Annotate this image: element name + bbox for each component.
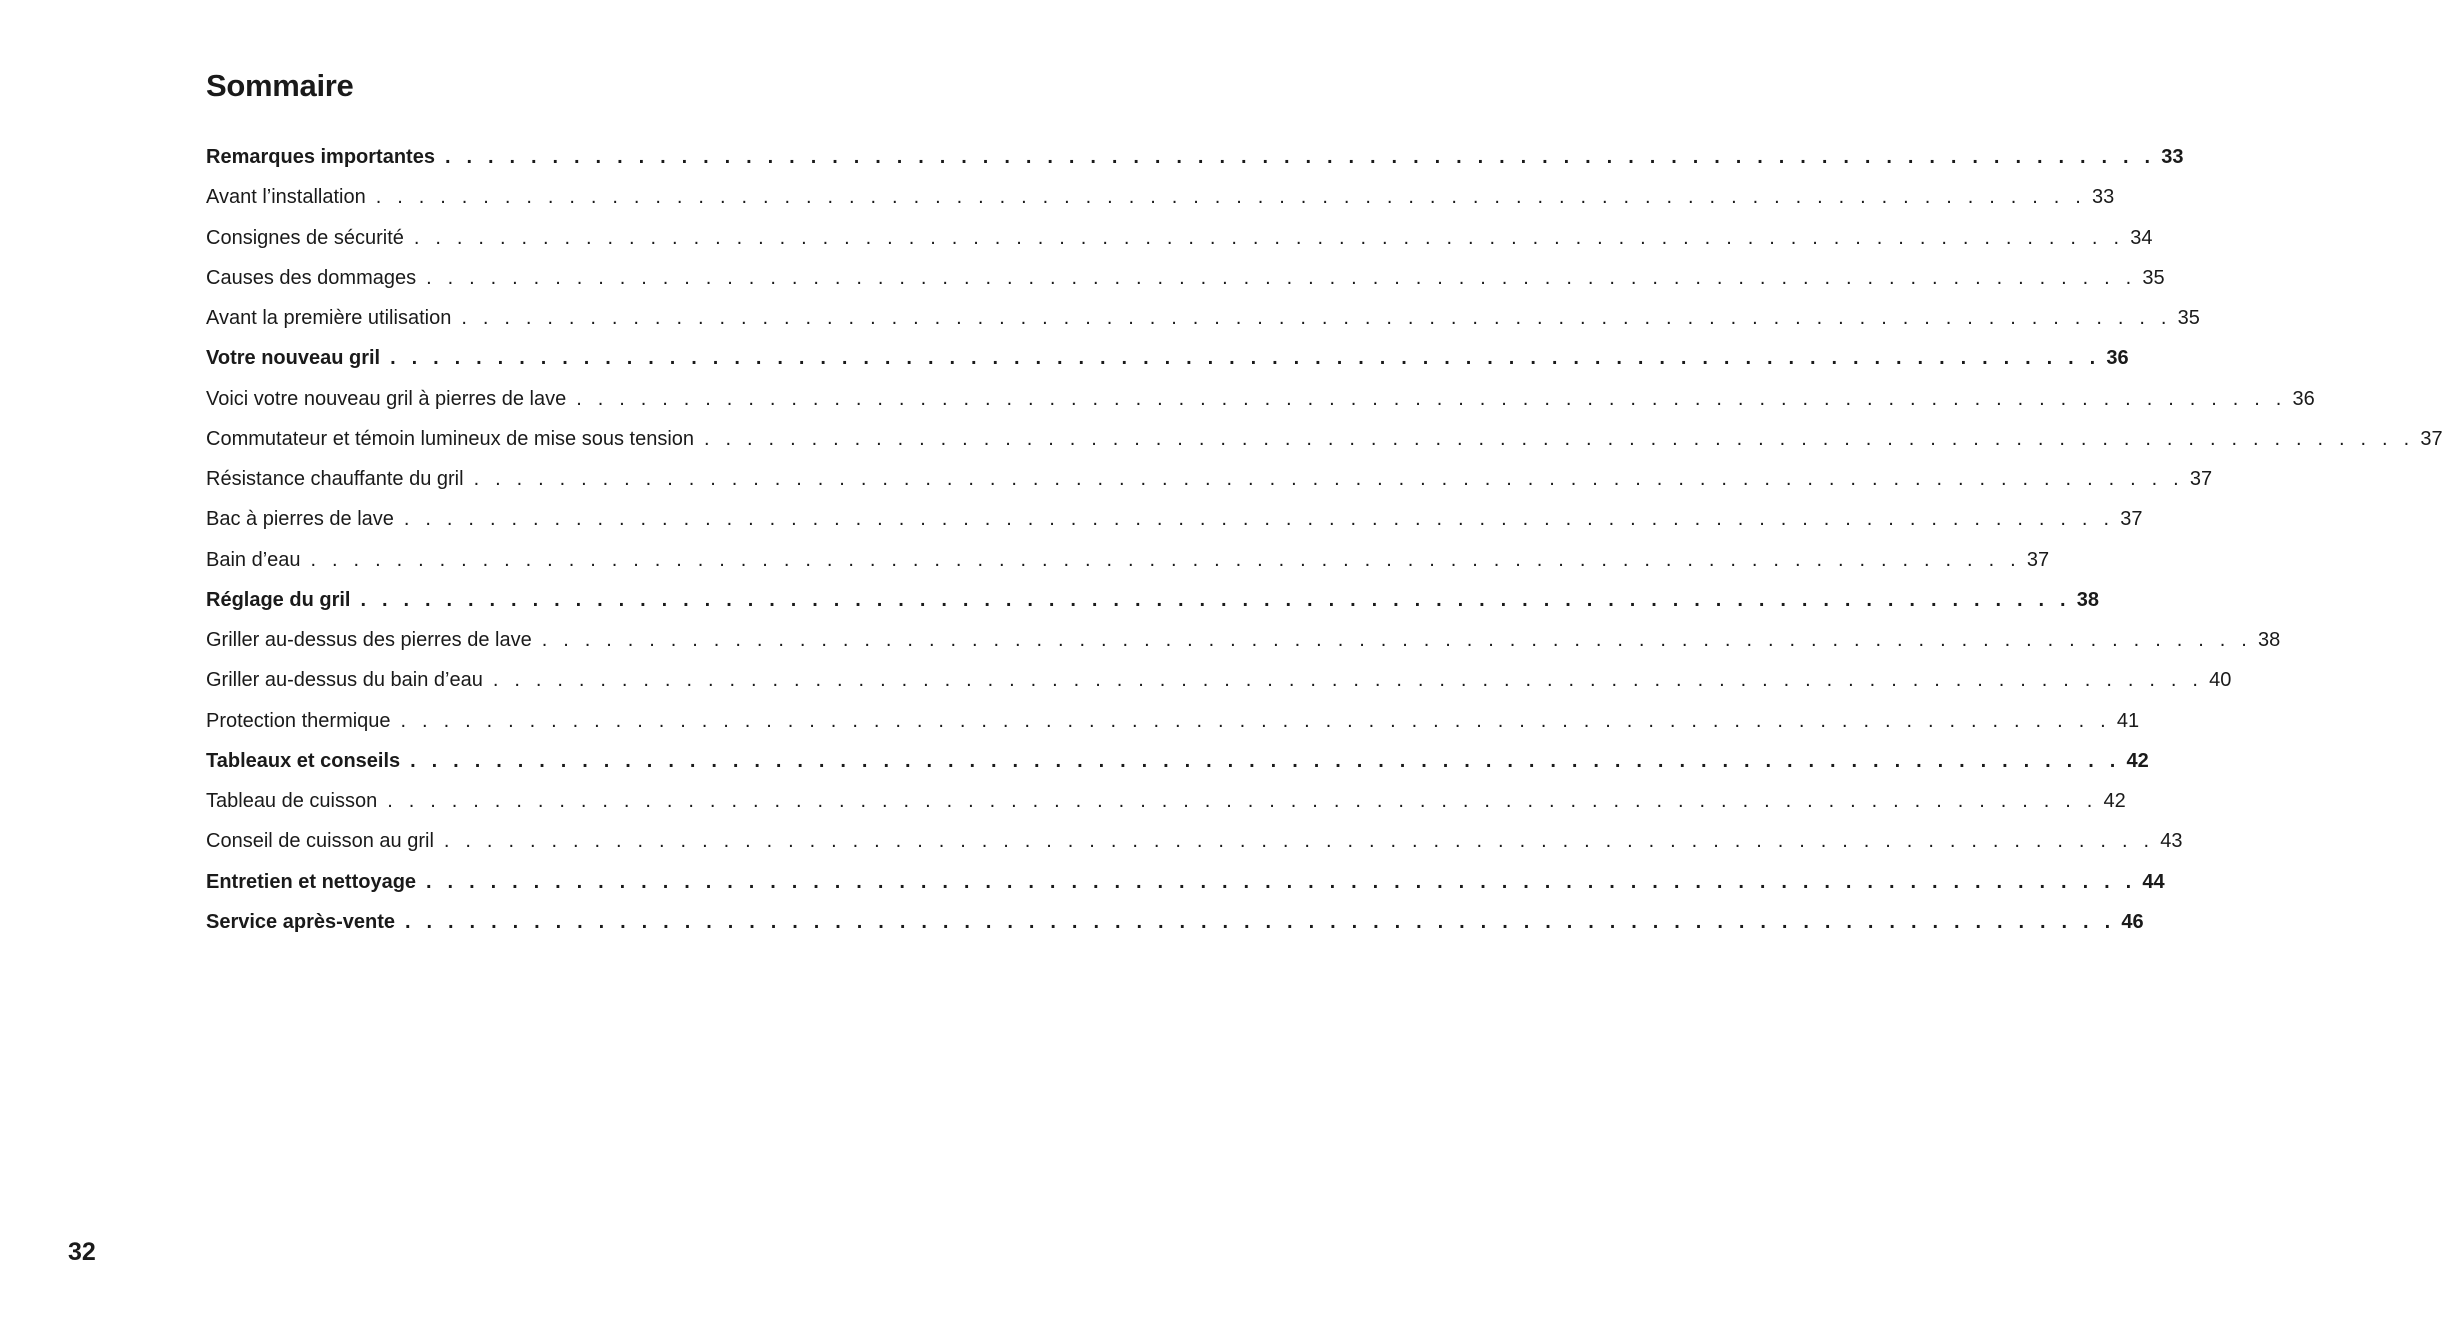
toc-entry-label: Service après-vente xyxy=(206,910,396,933)
toc-leader-dots: . . . . . . . . . . . . . . . . . . . . . . . . . . . . . . . . . . . . . . . . . . . . . . . . . . . . . . . . . . . . . . . . . . . . . . . . . . . . . . . . xyxy=(413,226,2125,249)
toc-entry-label: Bac à pierres de lave xyxy=(206,508,394,531)
toc-entry-page: 37 xyxy=(2420,427,2443,450)
toc-entry-label: Réglage du gril xyxy=(206,588,351,611)
toc-entry-page: 33 xyxy=(2161,146,2184,168)
toc-leader-dots: . . . . . . . . . . . . . . . . . . . . . . . . . . . . . . . . . . . . . . . . . . . . . . . . . . . . . . . . . . . . . . . . . . . . . . . . . . . . . . . . xyxy=(360,588,2071,611)
toc-entry[interactable] xyxy=(206,540,2050,580)
toc-leader-dots: . . . . . . . . . . . . . . . . . . . . . . . . . . . . . . . . . . . . . . . . . . . . . . . . . . . . . . . . . . . . . . . . . . . . . . . . . . . . . . . . xyxy=(704,427,2415,450)
toc-leader-dots: . . . . . . . . . . . . . . . . . . . . . . . . . . . . . . . . . . . . . . . . . . . . . . . . . . . . . . . . . . . . . . . . . . . . . . . . . . . . . . . . xyxy=(375,186,2087,209)
toc-entry-label: Griller au-dessus du bain d’eau xyxy=(206,669,483,692)
toc-entry-label: Votre nouveau gril xyxy=(206,347,381,370)
toc-leader-dots: . . . . . . . . . . . . . . . . . . . . . . . . . . . . . . . . . . . . . . . . . . . . . . . . . . . . . . . . . . . . . . . . . . . . . . . . . . . . . . . . xyxy=(492,669,2204,692)
toc-leader-dots: . . . . . . . . . . . . . . . . . . . . . . . . . . . . . . . . . . . . . . . . . . . . . . . . . . . . . . . . . . . . . . . . . . . . . . . . . . . . . . . . xyxy=(443,830,2155,853)
toc-entry-label: Protection thermique xyxy=(206,709,391,732)
toc-entry-page: 35 xyxy=(2177,307,2200,329)
toc-entry-label: Bain d’eau xyxy=(206,548,301,571)
toc-entry-page: 36 xyxy=(2106,347,2129,370)
toc-entry[interactable] xyxy=(206,620,2281,660)
toc-entry[interactable] xyxy=(206,459,2213,499)
toc-leader-dots: . . . . . . . . . . . . . . . . . . . . . . . . . . . . . . . . . . . . . . . . . . . . . . . . . . . . . . . . . . . . . . . . . . . . . . . . . . . . . . . . xyxy=(410,749,2121,772)
toc-entry-label: Griller au-dessus des pierres de lave xyxy=(206,629,532,651)
toc-entry[interactable] xyxy=(206,821,2183,861)
toc-entry-page: 37 xyxy=(2189,468,2213,490)
toc-entry-label: Avant l’installation xyxy=(206,186,366,209)
toc-entry-page: 42 xyxy=(2103,790,2126,812)
toc-leader-dots: . . . . . . . . . . . . . . . . . . . . . . . . . . . . . . . . . . . . . . . . . . . . . . . . . . . . . . . . . . . . . . . . . . . . . . . . . . . . . . . . xyxy=(403,508,2115,531)
toc-entry-page: 38 xyxy=(2258,629,2281,651)
page-number: 32 xyxy=(68,1238,96,1266)
toc-entry[interactable] xyxy=(206,741,2149,781)
toc-entry[interactable] xyxy=(206,379,2315,419)
toc-entry-label: Avant la première utilisation xyxy=(206,307,452,329)
toc-entry[interactable] xyxy=(206,258,2165,298)
toc-leader-dots: . . . . . . . . . . . . . . . . . . . . . . . . . . . . . . . . . . . . . . . . . . . . . . . . . . . . . . . . . . . . . . . . . . . . . . . . . . . . . . . . xyxy=(541,629,2253,651)
toc-entry[interactable] xyxy=(206,218,2153,258)
toc-entry-label: Conseil de cuisson au gril xyxy=(206,830,434,853)
toc-entry-page: 36 xyxy=(2292,387,2315,410)
toc-entry[interactable] xyxy=(206,499,2143,539)
toc-leader-dots: . . . . . . . . . . . . . . . . . . . . . . . . . . . . . . . . . . . . . . . . . . . . . . . . . . . . . . . . . . . . . . . . . . . . . . . . . . . . . . . . xyxy=(310,548,2021,571)
toc-entry-page: 37 xyxy=(2026,548,2050,571)
toc-entry-page: 46 xyxy=(2121,910,2144,933)
toc-leader-dots: . . . . . . . . . . . . . . . . . . . . . . . . . . . . . . . . . . . . . . . . . . . . . . . . . . . . . . . . . . . . . . . . . . . . . . . . . . . . . . . . xyxy=(426,870,2137,893)
toc-entry[interactable] xyxy=(206,177,2115,217)
toc-entry[interactable] xyxy=(206,580,2100,620)
toc-leader-dots: . . . . . . . . . . . . . . . . . . . . . . . . . . . . . . . . . . . . . . . . . . . . . . . . . . . . . . . . . . . . . . . . . . . . . . . . . . . . . . . . xyxy=(473,468,2184,490)
toc-entry-page: 43 xyxy=(2160,830,2183,853)
toc-entry-label: Remarques importantes xyxy=(206,146,435,168)
toc-entry-page: 38 xyxy=(2076,588,2100,611)
toc-entry[interactable] xyxy=(206,660,2232,700)
toc-entry-page: 40 xyxy=(2209,669,2232,692)
toc-entry-label: Voici votre nouveau gril à pierres de lave xyxy=(206,387,567,410)
toc-entry[interactable] xyxy=(206,298,2200,338)
toc-leader-dots: . . . . . . . . . . . . . . . . . . . . . . . . . . . . . . . . . . . . . . . . . . . . . . . . . . . . . . . . . . . . . . . . . . . . . . . . . . . . . . . . xyxy=(387,790,2098,812)
toc-leader-dots: . . . . . . . . . . . . . . . . . . . . . . . . . . . . . . . . . . . . . . . . . . . . . . . . . . . . . . . . . . . . . . . . . . . . . . . . . . . . . . . . xyxy=(400,709,2111,732)
toc-entry-label: Résistance chauffante du gril xyxy=(206,468,464,490)
toc-entry-label: Tableau de cuisson xyxy=(206,790,378,812)
toc-leader-dots: . . . . . . . . . . . . . . . . . . . . . . . . . . . . . . . . . . . . . . . . . . . . . . . . . . . . . . . . . . . . . . . . . . . . . . . . . . . . . . . . xyxy=(405,910,2116,933)
toc-entry-page: 42 xyxy=(2126,749,2149,772)
toc-entry-label: Tableaux et conseils xyxy=(206,749,401,772)
toc-entry-label: Entretien et nettoyage xyxy=(206,870,417,893)
toc-leader-dots: . . . . . . . . . . . . . . . . . . . . . . . . . . . . . . . . . . . . . . . . . . . . . . . . . . . . . . . . . . . . . . . . . . . . . . . . . . . . . . . . xyxy=(461,307,2172,329)
toc-entry-label: Commutateur et témoin lumineux de mise sous tension xyxy=(206,427,695,450)
toc-entry-label: Consignes de sécurité xyxy=(206,226,404,249)
toc-entry[interactable] xyxy=(206,902,2144,942)
toc-leader-dots: . . . . . . . . . . . . . . . . . . . . . . . . . . . . . . . . . . . . . . . . . . . . . . . . . . . . . . . . . . . . . . . . . . . . . . . . . . . . . . . . xyxy=(444,146,2156,168)
toc-entry-page: 37 xyxy=(2120,508,2143,531)
toc-entry[interactable] xyxy=(206,701,2140,741)
toc-leader-dots: . . . . . . . . . . . . . . . . . . . . . . . . . . . . . . . . . . . . . . . . . . . . . . . . . . . . . . . . . . . . . . . . . . . . . . . . . . . . . . . . xyxy=(426,266,2137,289)
toc-entry-page: 41 xyxy=(2116,709,2140,732)
toc-entry[interactable] xyxy=(206,419,2443,459)
toc-entry-page: 35 xyxy=(2142,266,2165,289)
toc-entry-page: 33 xyxy=(2092,186,2115,209)
toc-entry-label: Causes des dommages xyxy=(206,266,417,289)
toc-entry[interactable] xyxy=(206,338,2129,378)
table-of-contents xyxy=(206,137,2443,942)
toc-entry-page: 44 xyxy=(2142,870,2165,893)
toc-entry[interactable] xyxy=(206,781,2126,821)
toc-entry[interactable] xyxy=(206,862,2165,902)
toc-leader-dots: . . . . . . . . . . . . . . . . . . . . . . . . . . . . . . . . . . . . . . . . . . . . . . . . . . . . . . . . . . . . . . . . . . . . . . . . . . . . . . . . xyxy=(576,387,2287,410)
toc-leader-dots: . . . . . . . . . . . . . . . . . . . . . . . . . . . . . . . . . . . . . . . . . . . . . . . . . . . . . . . . . . . . . . . . . . . . . . . . . . . . . . . . xyxy=(390,347,2101,370)
toc-entry-page: 34 xyxy=(2130,226,2153,249)
toc-entry[interactable] xyxy=(206,137,2184,177)
page-title: Sommaire xyxy=(206,68,354,103)
